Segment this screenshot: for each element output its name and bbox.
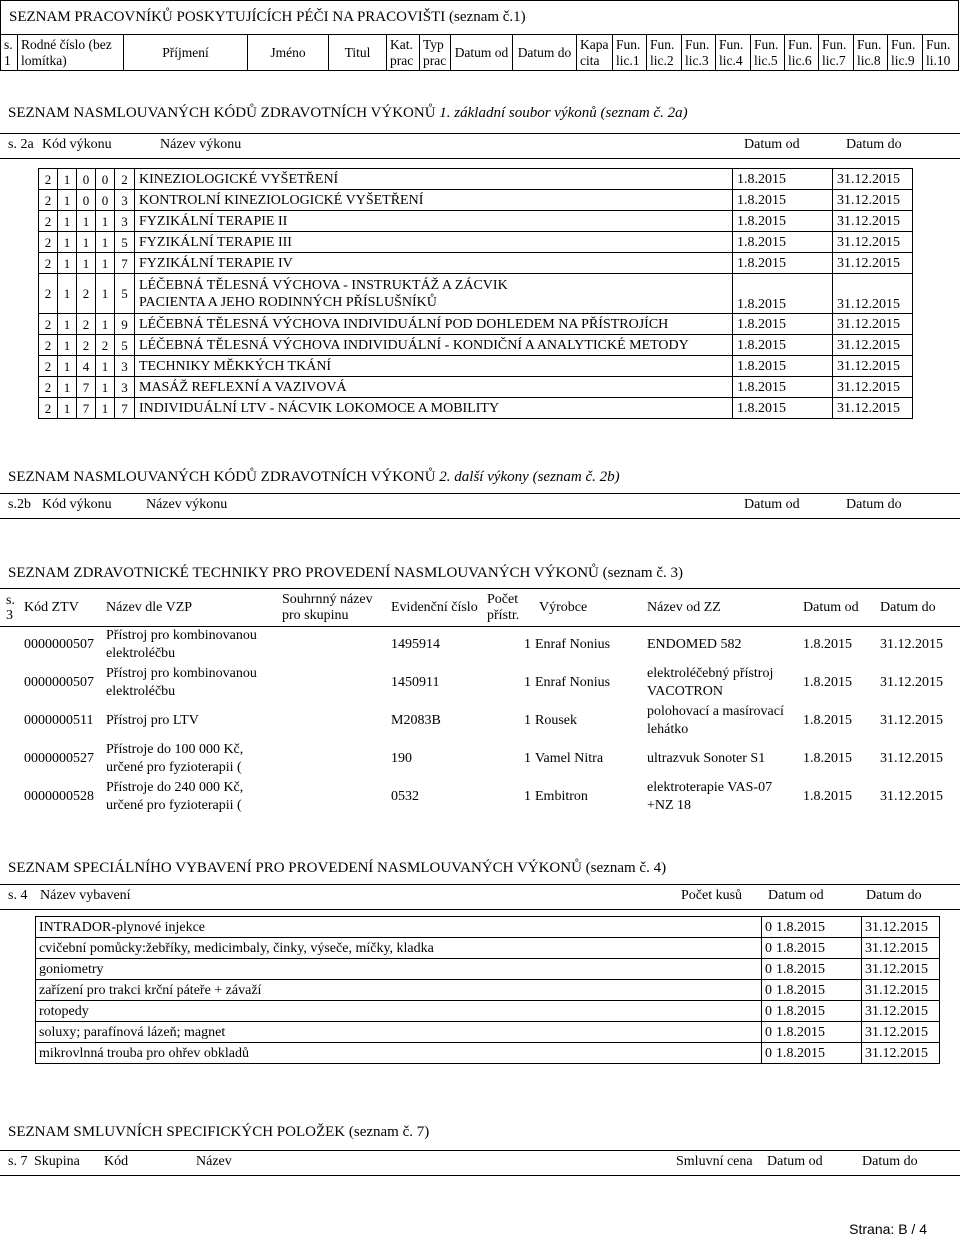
code-digit: 0 (77, 190, 96, 211)
date-to: 31.12.2015 (833, 190, 913, 211)
tech-cell-count: 1 (524, 751, 531, 766)
tech-cell-evid: 190 (391, 751, 412, 766)
code-digit: 5 (115, 335, 135, 356)
table-row (0, 702, 960, 740)
workers-col-header: Fun. lic.5 (751, 35, 785, 71)
code-digit: 2 (77, 314, 96, 335)
procedure-name: LÉČEBNÁ TĚLESNÁ VÝCHOVA - INSTRUKTÁŽ A ZÁCVIK PACIENTA A JEHO RODINNÝCH PŘÍSLUŠNÍKŮ (135, 274, 733, 314)
tech-cell-vzp: Přístroj pro kombinovanou elektroléčbu (106, 628, 257, 662)
code-digit: 2 (39, 169, 58, 190)
equipment-from: 1.8.2015 (776, 961, 825, 977)
code-digit: 0 (77, 169, 96, 190)
code-digit: 5 (115, 274, 135, 314)
equipment-to: 31.12.2015 (862, 980, 940, 1001)
equipment-from: 1.8.2015 (776, 919, 825, 935)
equipment-count: 0 (765, 1024, 772, 1040)
equipment-to: 31.12.2015 (862, 917, 940, 938)
equip-col-s: s. 4 (8, 888, 28, 903)
table-row (36, 1001, 940, 1022)
count-and-from (762, 917, 862, 938)
code-digit: 0 (96, 169, 115, 190)
tech-cell-evid: 0532 (391, 789, 419, 804)
code-digit: 1 (77, 211, 96, 232)
equipment-to: 31.12.2015 (862, 1001, 940, 1022)
equip-header (0, 884, 960, 910)
code-digit: 1 (96, 232, 115, 253)
equipment-to: 31.12.2015 (862, 1022, 940, 1043)
basic-col-from: Datum od (744, 137, 800, 152)
date-to: 31.12.2015 (833, 356, 913, 377)
basic-procedures-section (0, 103, 960, 419)
equipment-to: 31.12.2015 (862, 938, 940, 959)
table-row (39, 335, 913, 356)
tech-col-count: Počet přístr. (487, 591, 520, 623)
tech-cell-maker: Enraf Nonius (535, 637, 611, 653)
code-digit: 3 (115, 190, 135, 211)
code-digit: 2 (39, 211, 58, 232)
specific-col-s: s. 7 (8, 1154, 28, 1169)
tech-cell-from: 1.8.2015 (803, 675, 852, 690)
equipment-name: cvičební pomůcky:žebříky, medicimbaly, činky, výseče, míčky, kladka (36, 938, 762, 959)
workers-col-header: Fun. lic.6 (785, 35, 819, 71)
other-col-to: Datum do (846, 497, 902, 512)
date-from: 1.8.2015 (733, 398, 833, 419)
table-row (36, 1043, 940, 1064)
equipment-count: 0 (765, 940, 772, 956)
date-from: 1.8.2015 (733, 335, 833, 356)
tech-cell-maker: Embitron (535, 789, 588, 804)
specific-col-to: Datum do (862, 1154, 918, 1169)
tech-cell-ztv: 0000000527 (24, 751, 94, 766)
other-col-from: Datum od (744, 497, 800, 512)
basic-title: SEZNAM NASMLOUVANÝCH KÓDŮ ZDRAVOTNÍCH VÝKONŮ 1. základní soubor výkonů (seznam č. 2a) (8, 105, 688, 121)
code-digit: 2 (39, 274, 58, 314)
specific-col-price: Smluvní cena (676, 1154, 753, 1169)
code-digit: 1 (58, 232, 77, 253)
code-digit: 4 (77, 356, 96, 377)
table-row (39, 274, 913, 314)
workers-col-header: Fun. lic.4 (716, 35, 751, 71)
date-to: 31.12.2015 (833, 398, 913, 419)
table-row (39, 356, 913, 377)
specific-items-section (0, 1122, 960, 1176)
date-from: 1.8.2015 (733, 211, 833, 232)
equipment-from: 1.8.2015 (776, 1045, 825, 1061)
tech-cell-to: 31.12.2015 (880, 751, 943, 766)
code-digit: 2 (77, 274, 96, 314)
equip-title: SEZNAM SPECIÁLNÍHO VYBAVENÍ PRO PROVEDENÍ NASMLOUVANÝCH VÝKONŮ (seznam č. 4) (8, 860, 667, 876)
table-row (39, 377, 913, 398)
equipment-count: 0 (765, 982, 772, 998)
count-and-from (762, 1022, 862, 1043)
code-digit: 0 (96, 190, 115, 211)
tech-cell-group (278, 626, 387, 664)
equip-col-name: Název vybavení (40, 888, 131, 903)
code-digit: 7 (77, 377, 96, 398)
tech-table (0, 590, 960, 816)
date-from: 1.8.2015 (733, 253, 833, 274)
workers-col-header: Titul (329, 35, 387, 71)
tech-cell-count: 1 (524, 789, 531, 804)
tech-cell-count: 1 (524, 713, 531, 728)
tech-cell-s (0, 626, 20, 664)
date-from: 1.8.2015 (733, 314, 833, 335)
equipment-name: INTRADOR-plynové injekce (36, 917, 762, 938)
date-from: 1.8.2015 (733, 356, 833, 377)
code-digit: 1 (58, 253, 77, 274)
count-and-from (762, 938, 862, 959)
workers-col-header: Datum do (513, 35, 577, 71)
code-digit: 1 (77, 232, 96, 253)
tech-col-maker: Výrobce (539, 600, 588, 616)
tech-col-group: Souhrnný název pro skupinu (282, 591, 373, 623)
equip-col-count: Počet kusů (681, 888, 743, 903)
code-digit: 1 (58, 335, 77, 356)
procedure-name: LÉČEBNÁ TĚLESNÁ VÝCHOVA INDIVIDUÁLNÍ - KONDIČNÍ A ANALYTICKÉ METODY (135, 335, 733, 356)
tech-cell-from: 1.8.2015 (803, 751, 852, 766)
tech-cell-evid: 1495914 (391, 637, 440, 653)
code-digit: 1 (96, 253, 115, 274)
code-digit: 1 (96, 274, 115, 314)
tech-header-row (0, 590, 960, 626)
table-row (36, 917, 940, 938)
code-digit: 5 (115, 232, 135, 253)
date-from: 1.8.2015 (733, 274, 833, 314)
count-and-from (762, 959, 862, 980)
tech-cell-vzp: Přístroje do 100 000 Kč, určené pro fyzioterapii ( (106, 742, 244, 775)
tech-cell-evid: M2083B (391, 713, 441, 728)
code-digit: 1 (58, 314, 77, 335)
tech-cell-ztv: 0000000511 (24, 713, 94, 728)
tech-cell-from: 1.8.2015 (803, 637, 852, 653)
basic-table (38, 168, 913, 419)
tech-cell-zz: polohovací a masírovací lehátko (647, 704, 784, 737)
tech-cell-zz: elektroterapie VAS-07 +NZ 18 (647, 780, 773, 813)
equip-col-to: Datum do (866, 888, 922, 903)
procedure-name: TECHNIKY MĚKKÝCH TKÁNÍ (135, 356, 733, 377)
tech-cell-s (0, 778, 20, 816)
count-and-from (762, 1001, 862, 1022)
workers-col-header: Fun. lic.3 (682, 35, 716, 71)
code-digit: 2 (39, 232, 58, 253)
code-digit: 2 (39, 335, 58, 356)
code-digit: 2 (39, 377, 58, 398)
table-row (36, 1022, 940, 1043)
equipment-count: 0 (765, 961, 772, 977)
workers-col-header: Fun. lic.7 (819, 35, 854, 71)
table-row (36, 938, 940, 959)
equipment-count: 0 (765, 919, 772, 935)
date-to: 31.12.2015 (833, 169, 913, 190)
tech-cell-vzp: Přístroje do 240 000 Kč, určené pro fyzioterapii ( (106, 780, 244, 813)
date-to: 31.12.2015 (833, 274, 913, 314)
tech-cell-s (0, 740, 20, 778)
tech-cell-s (0, 702, 20, 740)
procedure-name: FYZIKÁLNÍ TERAPIE II (135, 211, 733, 232)
tech-col-from: Datum od (803, 600, 859, 616)
equipment-from: 1.8.2015 (776, 940, 825, 956)
code-digit: 1 (96, 314, 115, 335)
tech-cell-ztv: 0000000528 (24, 789, 94, 804)
tech-col-zz: Název od ZZ (647, 600, 721, 616)
workers-col-header: Datum od (451, 35, 513, 71)
table-row (0, 740, 960, 778)
code-digit: 1 (96, 398, 115, 419)
equip-table (35, 916, 940, 1064)
tech-cell-zz: ENDOMED 582 (647, 637, 742, 653)
equipment-count: 0 (765, 1003, 772, 1019)
code-digit: 1 (96, 356, 115, 377)
basic-col-to: Datum do (846, 137, 902, 152)
code-digit: 2 (39, 190, 58, 211)
technology-section (0, 563, 960, 816)
date-to: 31.12.2015 (833, 232, 913, 253)
workers-col-header: Příjmení (124, 35, 248, 71)
equipment-from: 1.8.2015 (776, 1024, 825, 1040)
table-row (39, 211, 913, 232)
tech-cell-ztv: 0000000507 (24, 637, 94, 653)
tech-cell-maker: Vamel Nitra (535, 751, 604, 766)
basic-col-code: Kód výkonu (42, 137, 112, 152)
table-row (36, 959, 940, 980)
procedure-name: KONTROLNÍ KINEZIOLOGICKÉ VYŠETŘENÍ (135, 190, 733, 211)
workers-col-header: Kat. prac (387, 35, 420, 71)
procedure-name: FYZIKÁLNÍ TERAPIE IV (135, 253, 733, 274)
date-from: 1.8.2015 (733, 232, 833, 253)
count-and-from (762, 1043, 862, 1064)
tech-col-s: s. 3 (6, 592, 15, 623)
workers-col-header: Jméno (248, 35, 329, 71)
table-row (39, 190, 913, 211)
tech-cell-ztv: 0000000507 (24, 675, 94, 690)
code-digit: 2 (96, 335, 115, 356)
tech-cell-s (0, 664, 20, 702)
equipment-from: 1.8.2015 (776, 982, 825, 998)
code-digit: 2 (39, 398, 58, 419)
tech-cell-to: 31.12.2015 (880, 713, 943, 728)
code-digit: 1 (58, 169, 77, 190)
date-to: 31.12.2015 (833, 377, 913, 398)
code-digit: 2 (39, 314, 58, 335)
code-digit: 1 (58, 398, 77, 419)
tech-cell-from: 1.8.2015 (803, 713, 852, 728)
tech-cell-vzp: Přístroj pro kombinovanou elektroléčbu (106, 666, 257, 699)
tech-cell-maker: Rousek (535, 713, 577, 728)
date-from: 1.8.2015 (733, 377, 833, 398)
workers-col-header: s. 1 (1, 35, 18, 71)
date-to: 31.12.2015 (833, 335, 913, 356)
date-from: 1.8.2015 (733, 169, 833, 190)
equipment-to: 31.12.2015 (862, 959, 940, 980)
tech-cell-group (278, 740, 387, 778)
tech-cell-to: 31.12.2015 (880, 789, 943, 804)
code-digit: 7 (115, 253, 135, 274)
code-digit: 1 (58, 190, 77, 211)
specific-col-code: Kód (104, 1154, 129, 1169)
code-digit: 1 (96, 377, 115, 398)
date-from: 1.8.2015 (733, 190, 833, 211)
count-and-from (762, 980, 862, 1001)
workers-col-header: Typ prac (420, 35, 451, 71)
code-digit: 1 (58, 274, 77, 314)
basic-header (0, 133, 960, 159)
equipment-name: zařízení pro trakci krční páteře + závaží (36, 980, 762, 1001)
code-digit: 1 (58, 377, 77, 398)
tech-cell-maker: Enraf Nonius (535, 675, 611, 690)
other-procedures-section (0, 467, 960, 519)
tech-cell-to: 31.12.2015 (880, 675, 943, 690)
tech-cell-zz: elektroléčebný přístroj VACOTRON (647, 666, 774, 699)
procedure-name: LÉČEBNÁ TĚLESNÁ VÝCHOVA INDIVIDUÁLNÍ POD DOHLEDEM NA PŘÍSTROJÍCH (135, 314, 733, 335)
workers-col-header: Fun. lic.2 (647, 35, 682, 71)
tech-col-ztv: Kód ZTV (24, 600, 79, 616)
other-header (0, 493, 960, 519)
specific-header (0, 1150, 960, 1176)
workers-col-header: Fun. lic.8 (854, 35, 888, 71)
workers-col-header: Kapa cita (577, 35, 613, 71)
code-digit: 3 (115, 356, 135, 377)
table-row (39, 314, 913, 335)
equipment-name: mikrovlnná trouba pro ohřev obkladů (36, 1043, 762, 1064)
procedure-name: FYZIKÁLNÍ TERAPIE III (135, 232, 733, 253)
other-col-name: Název výkonu (146, 497, 228, 512)
workers-col-header: Fun. lic.9 (888, 35, 923, 71)
code-digit: 7 (115, 398, 135, 419)
code-digit: 1 (96, 211, 115, 232)
table-row (0, 778, 960, 816)
table-row (39, 169, 913, 190)
tech-cell-count: 1 (524, 637, 531, 653)
tech-cell-to: 31.12.2015 (880, 637, 943, 653)
workers-col-header: Fun. lic.1 (613, 35, 647, 71)
code-digit: 7 (77, 398, 96, 419)
date-to: 31.12.2015 (833, 253, 913, 274)
date-to: 31.12.2015 (833, 314, 913, 335)
equipment-name: goniometry (36, 959, 762, 980)
procedure-name: MASÁŽ REFLEXNÍ A VAZIVOVÁ (135, 377, 733, 398)
table-row (0, 664, 960, 702)
other-col-code: Kód výkonu (42, 497, 112, 512)
table-row (39, 253, 913, 274)
code-digit: 1 (58, 211, 77, 232)
code-digit: 9 (115, 314, 135, 335)
equipment-section (0, 858, 960, 1064)
basic-col-s: s. 2a (8, 137, 34, 152)
equipment-count: 0 (765, 1045, 772, 1061)
specific-col-from: Datum od (767, 1154, 823, 1169)
equip-col-from: Datum od (768, 888, 824, 903)
code-digit: 3 (115, 377, 135, 398)
tech-title: SEZNAM ZDRAVOTNICKÉ TECHNIKY PRO PROVEDENÍ NASMLOUVANÝCH VÝKONŮ (seznam č. 3) (8, 565, 683, 581)
workers-section (0, 0, 960, 71)
tech-cell-count: 1 (524, 675, 531, 690)
equipment-from: 1.8.2015 (776, 1003, 825, 1019)
code-digit: 2 (77, 335, 96, 356)
workers-header-row (1, 35, 959, 71)
table-row (39, 232, 913, 253)
tech-col-evid: Evidenční číslo (391, 599, 478, 615)
tech-col-to: Datum do (880, 600, 936, 616)
workers-col-header: Rodné číslo (bez lomítka) (18, 35, 124, 71)
workers-col-header: Fun. li.10 (923, 35, 959, 71)
specific-col-group: Skupina (34, 1154, 80, 1169)
code-digit: 2 (115, 169, 135, 190)
tech-cell-group (278, 664, 387, 702)
equipment-name: soluxy; parafínová lázeň; magnet (36, 1022, 762, 1043)
workers-table (0, 34, 959, 71)
code-digit: 1 (58, 356, 77, 377)
table-row (39, 398, 913, 419)
equipment-name: rotopedy (36, 1001, 762, 1022)
specific-title: SEZNAM SMLUVNÍCH SPECIFICKÝCH POLOŽEK (seznam č. 7) (8, 1124, 430, 1140)
tech-cell-from: 1.8.2015 (803, 789, 852, 804)
date-to: 31.12.2015 (833, 211, 913, 232)
other-title: SEZNAM NASMLOUVANÝCH KÓDŮ ZDRAVOTNÍCH VÝKONŮ 2. další výkony (seznam č. 2b) (8, 469, 620, 485)
code-digit: 2 (39, 356, 58, 377)
table-row (36, 980, 940, 1001)
other-col-s: s.2b (8, 497, 31, 512)
tech-cell-vzp: Přístroj pro LTV (106, 713, 199, 728)
tech-cell-zz: ultrazvuk Sonoter S1 (647, 751, 766, 766)
table-row (0, 626, 960, 664)
tech-col-vzp: Název dle VZP (106, 600, 193, 616)
specific-col-name: Název (196, 1154, 232, 1169)
procedure-name: INDIVIDUÁLNÍ LTV - NÁCVIK LOKOMOCE A MOBILITY (135, 398, 733, 419)
procedure-name: KINEZIOLOGICKÉ VYŠETŘENÍ (135, 169, 733, 190)
basic-col-name: Název výkonu (160, 137, 242, 152)
equipment-to: 31.12.2015 (862, 1043, 940, 1064)
workers-title: SEZNAM PRACOVNÍKŮ POSKYTUJÍCÍCH PÉČI NA PRACOVIŠTI (seznam č.1) (9, 9, 526, 25)
code-digit: 1 (77, 253, 96, 274)
tech-cell-evid: 1450911 (391, 675, 440, 690)
tech-cell-group (278, 702, 387, 740)
code-digit: 3 (115, 211, 135, 232)
tech-cell-group (278, 778, 387, 816)
code-digit: 2 (39, 253, 58, 274)
page-number: Strana: B / 4 (849, 1221, 927, 1237)
